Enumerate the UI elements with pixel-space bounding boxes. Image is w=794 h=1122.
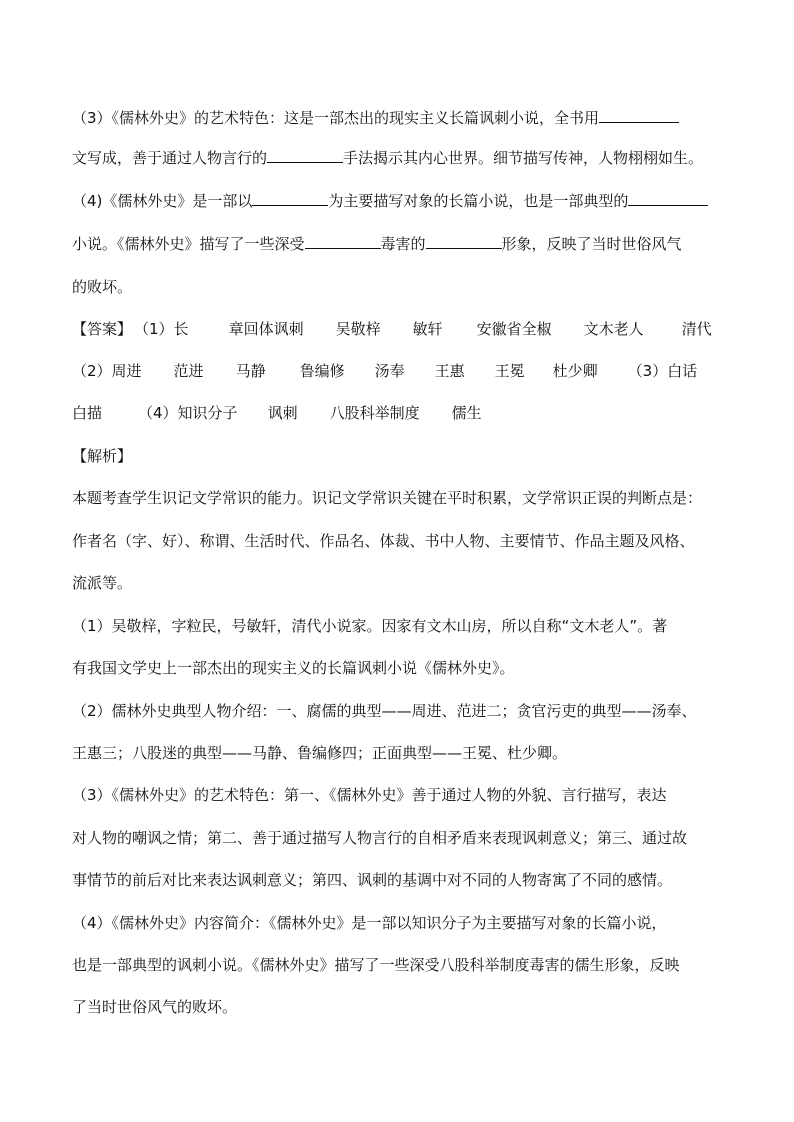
answer-label: 【答案】	[72, 320, 133, 338]
analysis-text: 流派等。	[72, 574, 133, 592]
analysis-text: 作者名（字、好）、称谓、生活时代、作品名、体裁、书中人物、主要情节、作品主题及风格、	[72, 532, 695, 550]
question-4-line-2	[72, 233, 722, 255]
answer-item: 杜少卿	[552, 362, 598, 380]
question-4-text-c: 小说。《儒林外史》描写了一些深受	[72, 235, 305, 253]
answer-item: 王惠	[434, 362, 465, 380]
answer-blank	[252, 191, 328, 206]
question-4-line-3	[72, 276, 722, 298]
analysis-text: （3）《儒林外史》的艺术特色：第一、《儒林外史》善于通过人物的外貌、言行描写，表达	[72, 786, 667, 804]
question-3-line-1	[72, 107, 722, 129]
question-3-line-2	[72, 147, 722, 169]
analysis-intro-line	[72, 487, 722, 509]
answer-item: （3）白话	[627, 362, 698, 380]
analysis-point-3-line	[72, 784, 722, 806]
answer-item: （4）知识分子	[138, 404, 238, 422]
answer-row-3	[72, 402, 722, 424]
answer-item: 讽刺	[267, 404, 298, 422]
answer-item: 白描	[72, 404, 103, 422]
analysis-point-2-line	[72, 742, 722, 764]
answer-item: （1）长	[134, 320, 189, 338]
analysis-point-3-line	[72, 827, 722, 849]
analysis-point-2-line	[72, 700, 722, 722]
analysis-text: 也是一部典型的讽刺小说。《儒林外史》描写了一些深受八股科举制度毒害的儒生形象，反映	[72, 956, 680, 974]
analysis-point-1-line	[72, 657, 722, 679]
answer-blank	[599, 108, 679, 123]
answer-blank	[628, 191, 708, 206]
analysis-text: 事情节的前后对比来表达讽刺意义；第四、讽刺的基调中对不同的人物寄寓了不同的感情。	[72, 871, 673, 889]
answer-item: 八股科举制度	[329, 404, 420, 422]
answer-blank	[426, 234, 502, 249]
analysis-point-3-line	[72, 869, 722, 891]
question-4-text-d: 毒害的	[380, 235, 426, 253]
question-3-text-b: 文写成，善于通过人物言行的	[72, 149, 268, 167]
analysis-point-4-line	[72, 996, 722, 1018]
answer-item: 鲁编修	[299, 362, 345, 380]
analysis-text: 了当时世俗风气的败坏。	[72, 998, 238, 1016]
answer-item: 儒生	[451, 404, 482, 422]
question-4-text-a: （4)《儒林外史》是一部以	[72, 192, 253, 210]
analysis-text: （2）儒林外史典型人物介绍：一、腐儒的典型——周进、范进二；贪官污吏的典型——汤奉、	[72, 702, 697, 720]
analysis-point-4-line	[72, 954, 722, 976]
analysis-text: 王惠三；八股迷的典型——马静、鲁编修四；正面典型——王冕、杜少卿。	[72, 744, 568, 762]
question-4-line-1	[72, 190, 722, 212]
answer-row-2	[72, 360, 722, 382]
analysis-label	[72, 445, 722, 467]
question-4-text-e: 形象，反映了当时世俗风气	[501, 235, 682, 253]
answer-item: 马静	[235, 362, 266, 380]
question-4-text-b: 为主要描写对象的长篇小说，也是一部典型的	[328, 192, 629, 210]
answer-blank	[267, 148, 343, 163]
answer-item: 敏轩	[412, 320, 443, 338]
answer-item: 清代	[681, 320, 712, 338]
answer-item: 范进	[173, 362, 204, 380]
analysis-text: 有我国文学史上一部杰出的现实主义的长篇讽刺小说《儒林外史》。	[72, 659, 515, 677]
analysis-intro-line	[72, 572, 722, 594]
answer-item: 王冕	[494, 362, 525, 380]
analysis-intro-line	[72, 530, 722, 552]
answer-blank	[305, 234, 381, 249]
analysis-text: 对人物的嘲讽之情；第二、善于通过描写人物言行的自相矛盾来表现讽刺意义；第三、通过故	[72, 829, 688, 847]
answer-item: （2）周进	[72, 362, 142, 380]
answer-item: 章回体讽刺	[228, 320, 304, 338]
analysis-text: 本题考查学生识记文学常识的能力。识记文学常识关键在平时积累，文学常识正误的判断点是：	[72, 489, 703, 507]
question-4-text-f: 的败坏。	[72, 278, 133, 296]
answer-item: 吴敬梓	[335, 320, 381, 338]
answer-row-1	[72, 318, 722, 340]
answer-item: 安徽省全椒	[476, 320, 552, 338]
analysis-point-1-line	[72, 615, 722, 637]
answer-item: 汤奉	[374, 362, 405, 380]
analysis-text: （1）吴敬梓，字粒民，号敏轩，清代小说家。因家有文木山房，所以自称“文木老人”。著	[72, 617, 668, 635]
analysis-text: （4）《儒林外史》内容简介：《儒林外史》是一部以知识分子为主要描写对象的长篇小说，	[72, 914, 667, 932]
analysis-heading: 【解析】	[72, 447, 133, 465]
analysis-point-4-line	[72, 912, 722, 934]
question-3-text-a: （3）《儒林外史》的艺术特色：这是一部杰出的现实主义长篇讽刺小说，全书用	[72, 109, 600, 127]
answer-item: 文木老人	[583, 320, 644, 338]
question-3-text-c: 手法揭示其内心世界。细节描写传神，人物栩栩如生。	[343, 149, 704, 167]
